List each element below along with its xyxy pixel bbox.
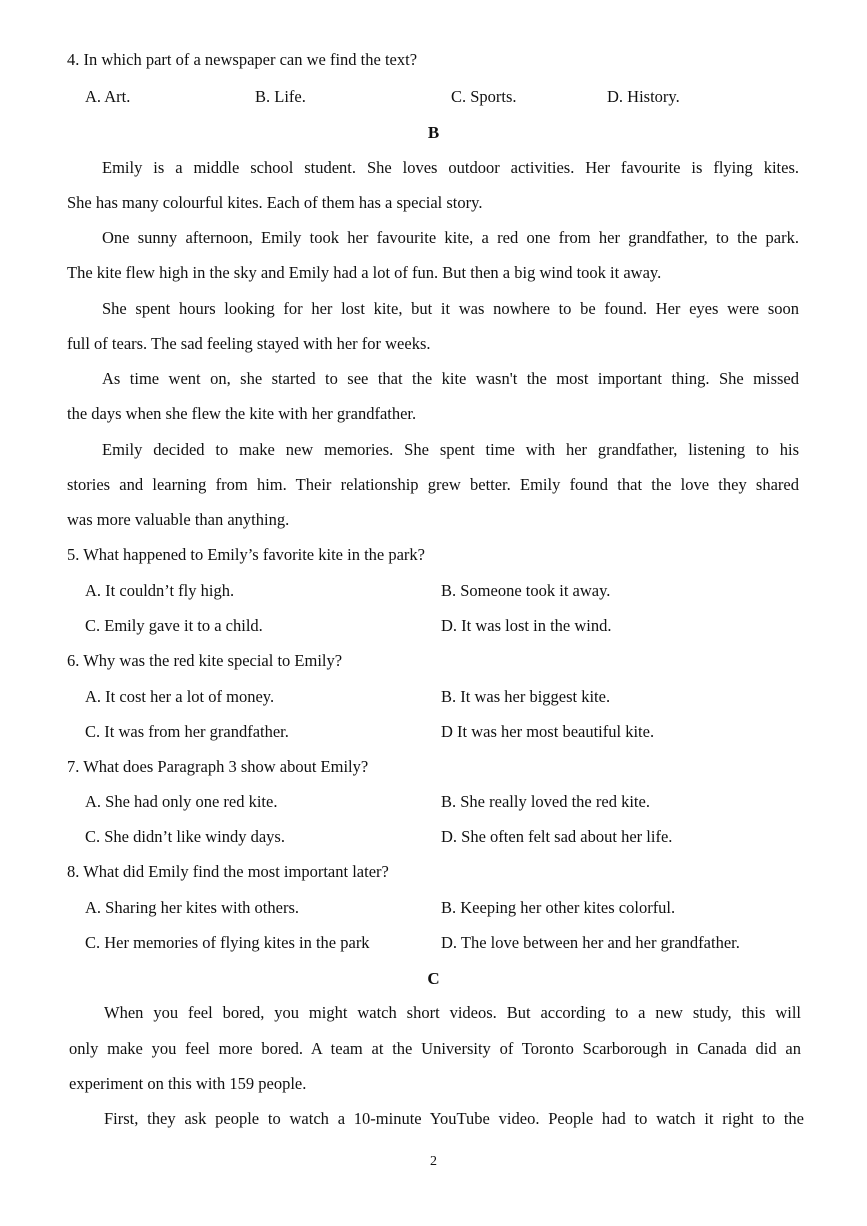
question-5-option-b: B. Someone took it away. — [441, 581, 611, 600]
question-7-option-c: C. She didn’t like windy days. — [85, 827, 285, 846]
question-8-option-d: D. The love between her and her grandfather. — [441, 933, 740, 952]
section-c-paragraph-2-line-1: First, they ask people to watch a 10-minute YouTube video. People had to watch it right to the — [104, 1109, 804, 1128]
question-7-stem: 7. What does Paragraph 3 show about Emily? — [67, 757, 369, 776]
section-b-paragraph-4-line-1: As time went on, she started to see that the kite wasn't the most important thing. She missed — [102, 369, 799, 388]
question-5-option-c: C. Emily gave it to a child. — [85, 616, 263, 635]
question-7-option-b: B. She really loved the red kite. — [441, 792, 650, 811]
question-6-option-d: D It was her most beautiful kite. — [441, 722, 655, 741]
question-4-option-d: D. History. — [607, 87, 680, 106]
section-c-heading: C — [427, 969, 440, 988]
question-6-stem: 6. Why was the red kite special to Emily? — [67, 651, 343, 670]
section-b-paragraph-1-line-1: Emily is a middle school student. She loves outdoor activities. Her favourite is flying kites. — [102, 158, 799, 177]
section-b-paragraph-3-line-2: full of tears. The sad feeling stayed with her for weeks. — [67, 334, 431, 353]
question-8-option-a: A. Sharing her kites with others. — [85, 898, 300, 917]
section-b-paragraph-4-line-2: the days when she flew the kite with her grandfather. — [67, 404, 417, 423]
section-c-paragraph-1-line-2: only make you feel more bored. A team at the University of Toronto Scarborough in Canada did an — [69, 1039, 801, 1058]
section-c-paragraph-1-line-1: When you feel bored, you might watch short videos. But according to a new study, this will — [104, 1003, 801, 1022]
page-number: 2 — [430, 1154, 437, 1169]
section-b-paragraph-2-line-2: The kite flew high in the sky and Emily had a lot of fun. But then a big wind took it away. — [67, 263, 662, 282]
question-6-option-a: A. It cost her a lot of money. — [85, 687, 275, 706]
question-5-option-d: D. It was lost in the wind. — [441, 616, 612, 635]
section-c-paragraph-1-line-3: experiment on this with 159 people. — [69, 1074, 307, 1093]
question-4-stem: 4. In which part of a newspaper can we find the text? — [67, 50, 418, 69]
question-6-option-b: B. It was her biggest kite. — [441, 687, 611, 706]
section-b-paragraph-5-line-1: Emily decided to make new memories. She spent time with her grandfather, listening to his — [102, 440, 799, 459]
question-5-stem: 5. What happened to Emily’s favorite kite in the park? — [67, 545, 426, 564]
question-4-option-c: C. Sports. — [451, 87, 517, 106]
section-b-paragraph-1-line-2: She has many colourful kites. Each of them has a special story. — [67, 193, 483, 212]
question-8-stem: 8. What did Emily find the most important later? — [67, 862, 389, 881]
question-7-option-a: A. She had only one red kite. — [85, 792, 278, 811]
question-4-option-a: A. Art. — [85, 87, 131, 106]
section-b-paragraph-3-line-1: She spent hours looking for her lost kite, but it was nowhere to be found. Her eyes were soon — [102, 299, 799, 318]
section-b-heading: B — [427, 123, 440, 142]
question-6-option-c: C. It was from her grandfather. — [85, 722, 289, 741]
question-8-option-c: C. Her memories of flying kites in the park — [85, 933, 370, 952]
section-b-paragraph-5-line-2: stories and learning from him. Their relationship grew better. Emily found that the love they shared — [67, 475, 799, 494]
question-4-option-b: B. Life. — [255, 87, 306, 106]
question-5-option-a: A. It couldn’t fly high. — [85, 581, 235, 600]
section-b-paragraph-5-line-3: was more valuable than anything. — [67, 510, 290, 529]
question-7-option-d: D. She often felt sad about her life. — [441, 827, 673, 846]
question-8-option-b: B. Keeping her other kites colorful. — [441, 898, 676, 917]
section-b-paragraph-2-line-1: One sunny afternoon, Emily took her favourite kite, a red one from her grandfather, to the park. — [102, 228, 799, 247]
